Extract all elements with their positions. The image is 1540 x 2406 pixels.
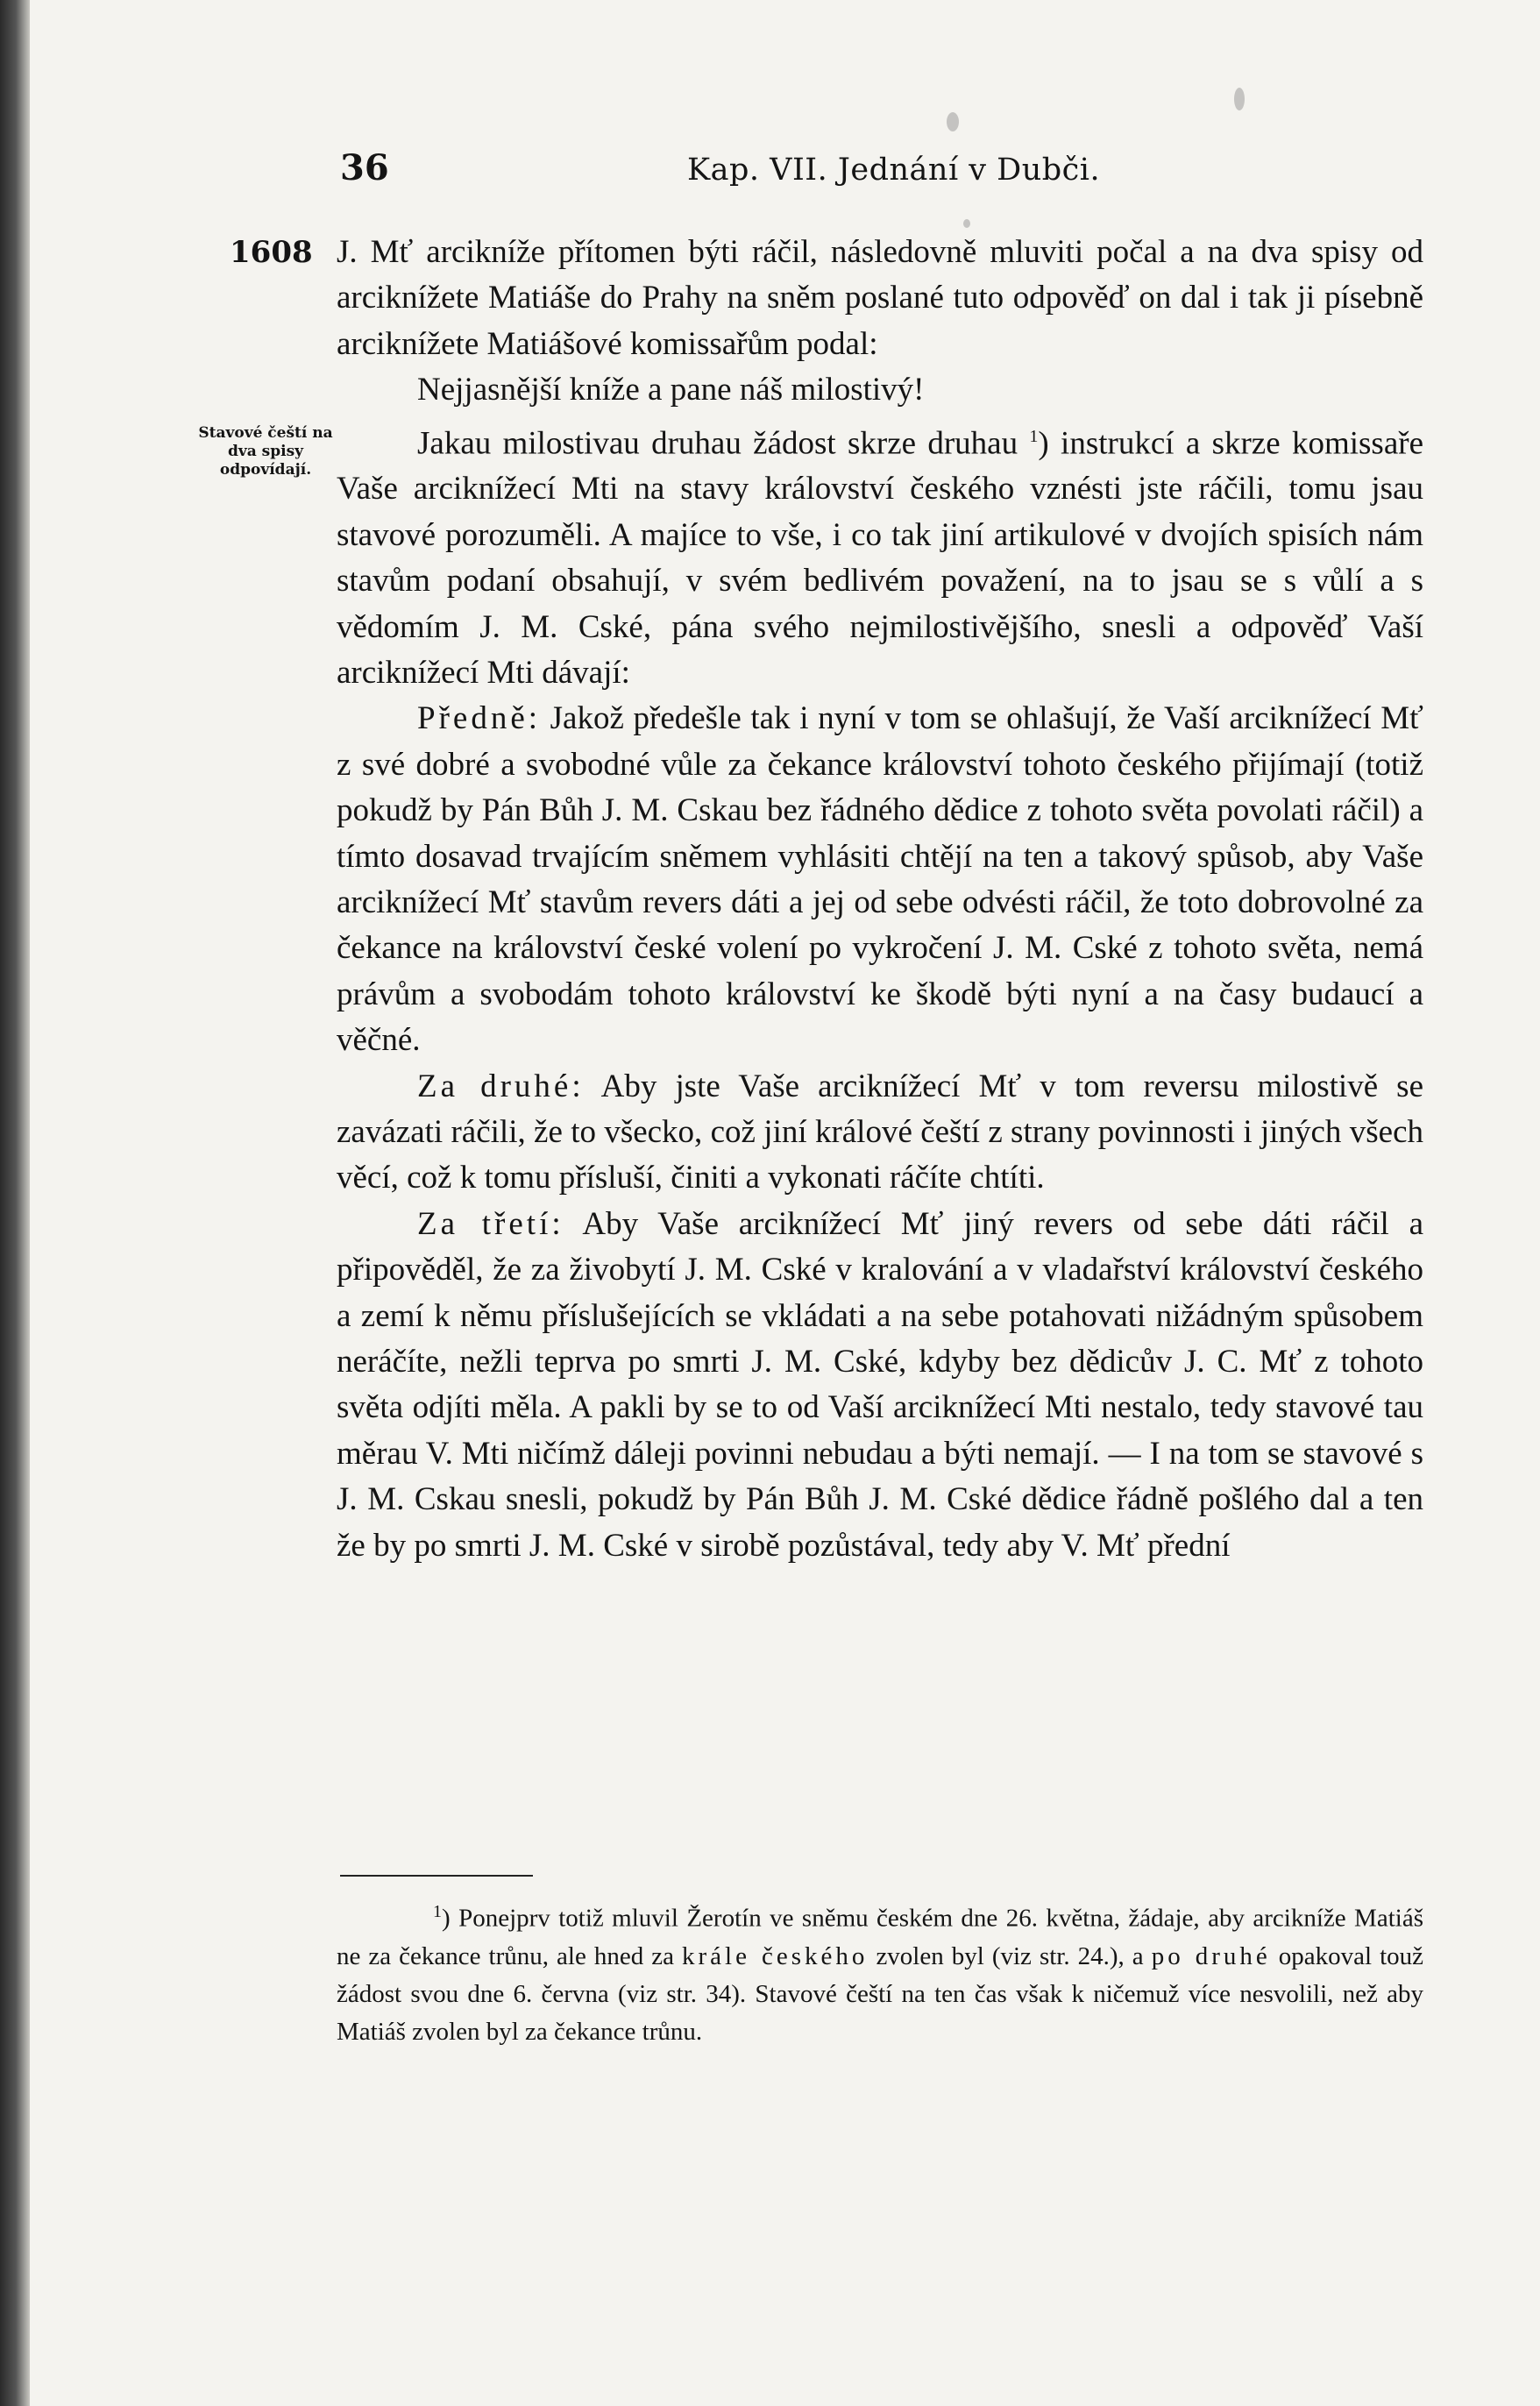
request-text-start: Jakau milostivau druhau žádost skrze druhau [417,424,1018,461]
margin-year: 1608 [230,235,313,270]
scan-speck [963,219,970,228]
footnote-marker: 1 [1029,426,1039,446]
paragraph-first [337,696,1423,1063]
third-label: Za třetí: [417,1205,564,1242]
paragraph-second [337,1064,1423,1202]
second-label: Za druhé: [417,1068,585,1104]
paragraph-salutation: Nejjasnější kníže a pane náš milostivý! [417,372,925,408]
footnote-text-b: zvolen byl (viz str. 24.), a [876,1941,1144,1970]
footnote [337,1893,1423,2051]
scan-speck [947,112,959,131]
margin-side-note: Stavové čeští na dva spisy odpovídají. [198,424,333,479]
paragraph-intro: J. Mť arcikníže přítomen býti ráčil, následovně mluviti počal a na dva spisy od arciknížete Matiáše do Prahy na sněm poslané tuto odpověď on dal i tak ji písebně arciknížete Matiášové komissařům podal: [337,234,1423,362]
scan-speck [1234,88,1245,110]
third-text: Aby Vaše arciknížecí Mť jiný revers od sebe dáti ráčil a připověděl, že za živobytí J. M. Cské v kralování a v vladařství království českého a zemí k němu příslušejících se vkládati a na sebe potahovati nižádným spůsobem neráčíte, nežli teprva po smrti J. M. Cské, kdyby bez dědicův J. C. Mť z tohoto světa odjíti měla. A pakli by se to od Vaší arciknížecí Mti nestalo, tedy stavové tau měrau V. Mti ničímž dáleji povinni nebudau a býti nemají. — I na tom se stavové s J. M. Cskau snesli, pokudž by Pán Bůh J. M. Cské dědice řádně pošlého dal a ten že by po smrti J. M. Cské v sirobě pozůstával, tedy aby V. Mť přední [337,1205,1423,1564]
paragraph-request [337,414,1423,697]
running-head [340,147,1427,200]
footnote-text-a: ) Ponejprv totiž mluvil Žerotín ve sněmu českém dne 26. května, žádaje, aby arcikníže Matiáš ne za čekance trůnu, ale hned za [337,1904,1423,1970]
footnote-number: 1 [433,1902,442,1921]
request-text-end: ) instrukcí a skrze komissaře Vaše arciknížecí Mti na stavy království českého vznésti jste ráčili, tomu jsau stavové porozuměli. A majíce to vše, i co tak jiní artikulové v dvojích spisích nám stavům podaní obsahují, v svém bedlivém považení, na to jsau se s vůlí a s vědomím J. M. Cské, pána svého nejmilostivějšího, snesli a odpověď Vaší arciknížecí Mti dávají: [337,424,1423,691]
second-text: Aby jste Vaše arciknížecí Mť v tom reversu milostivě se zavázati ráčili, že to všecko, což jiní králové čeští z strany povinnosti i jiných všech věcí, což k tomu přísluší, činiti a vykonati ráčíte chtíti. [337,1068,1424,1196]
footnote-king-phrase: krále českého [682,1941,869,1970]
page-number: 36 [340,147,389,188]
scanned-page-edge [0,0,30,2406]
first-text: Jakož předešle tak i nyní v tom se ohlašují, že Vaší arciknížecí Mť z své dobré a svobodné vůle za čekance království tohoto českého přijímají (totiž pokudž by Pán Bůh J. M. Cskau bez řádného dědice z tohoto světa povolati ráčil) a tímto dosavad trvajícím sněmem vyhlásiti chtějí na ten a takový spůsob, aby Vaše arciknížecí Mť stavům revers dáti a jej od sebe odvésti ráčil, že toto dobrovolné za čekance na království české volení po vykročení J. M. Cské z tohoto světa, nemá právům a svobodám tohoto království ke škodě býti nyní a na časy budaucí a věčné. [337,700,1423,1059]
footnote-second-phrase: po druhé [1151,1941,1271,1970]
paragraph-third [337,1202,1423,1569]
first-label: Předně: [417,700,542,737]
footnote-divider [340,1875,533,1877]
main-text [337,230,1423,1569]
footnote-paragraph [337,1893,1423,2051]
footnote-text-c: opakoval touž žádost svou dne 6. června (viz str. 34). Stavové čeští na ten čas však k ničemuž více nesvolili, než aby Matiáš zvolen byl za čekance trůnu. [337,1941,1424,2046]
running-title: Kap. VII. Jednání v Dubči. [687,153,1101,188]
